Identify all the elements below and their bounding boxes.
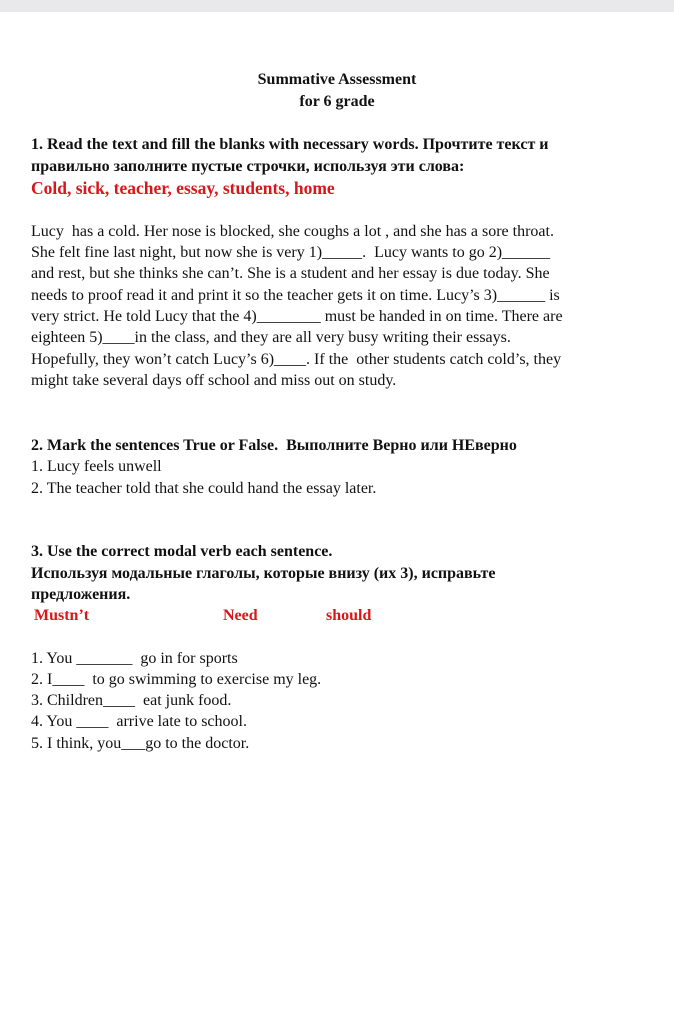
document-page [0,12,674,1010]
task1-instruction-line2: правильно заполните пустые строчки, используя эти слова: [31,158,465,175]
task1-word-bank: Cold, sick, teacher, essay, students, home [31,178,335,198]
modal-verb-need: Need [223,607,258,624]
task1-text-line: Hopefully, they won’t catch Lucy’s 6)____. If the other students catch cold’s, they [31,351,562,368]
task1-text-line: might take several days off school and miss out on study. [31,372,397,389]
modal-verb-mustnt: Mustn’t [34,607,90,624]
task3-instruction-line2: Используя модальные глаголы, которые внизу (их 3), исправьте [31,565,496,582]
task1-text-line: and rest, but she thinks she can’t. She is a student and her essay is due today. She [31,265,550,282]
task2-item: 2. The teacher told that she could hand the essay later. [31,480,377,497]
task3-item: 5. I think, you___go to the doctor. [31,735,250,752]
task3-item: 4. You ____ arrive late to school. [31,713,247,730]
modal-verb-should: should [326,607,372,624]
task2-item: 1. Lucy feels unwell [31,458,162,475]
task1-text-line: needs to proof read it and print it so the teacher gets it on time. Lucy’s 3)______ is [31,287,560,304]
task1-text-line: She felt fine last night, but now she is very 1)_____. Lucy wants to go 2)______ [31,244,551,261]
task3-instruction-line1: 3. Use the correct modal verb each sentence. [31,543,333,560]
task1-text-line: eighteen 5)____in the class, and they are all very busy writing their essays. [31,329,511,346]
task3-item: 3. Children____ eat junk food. [31,692,232,709]
task3-item: 1. You _______ go in for sports [31,650,238,667]
document-subtitle: for 6 grade [299,93,375,110]
task2-instruction: 2. Mark the sentences True or False. Выполните Верно или НЕверно [31,437,517,454]
task1-instruction-line1: 1. Read the text and fill the blanks with necessary words. Прочтите текст и [31,136,549,153]
task1-text-line: very strict. He told Lucy that the 4)________ must be handed in on time. There are [31,308,563,325]
task1-text-line: Lucy has a cold. Her nose is blocked, she coughs a lot , and she has a sore throat. [31,223,554,240]
task3-instruction-line3: предложения. [31,586,131,603]
task3-item: 2. I____ to go swimming to exercise my leg. [31,671,322,688]
top-bar [0,0,674,12]
document-title: Summative Assessment [257,71,417,88]
